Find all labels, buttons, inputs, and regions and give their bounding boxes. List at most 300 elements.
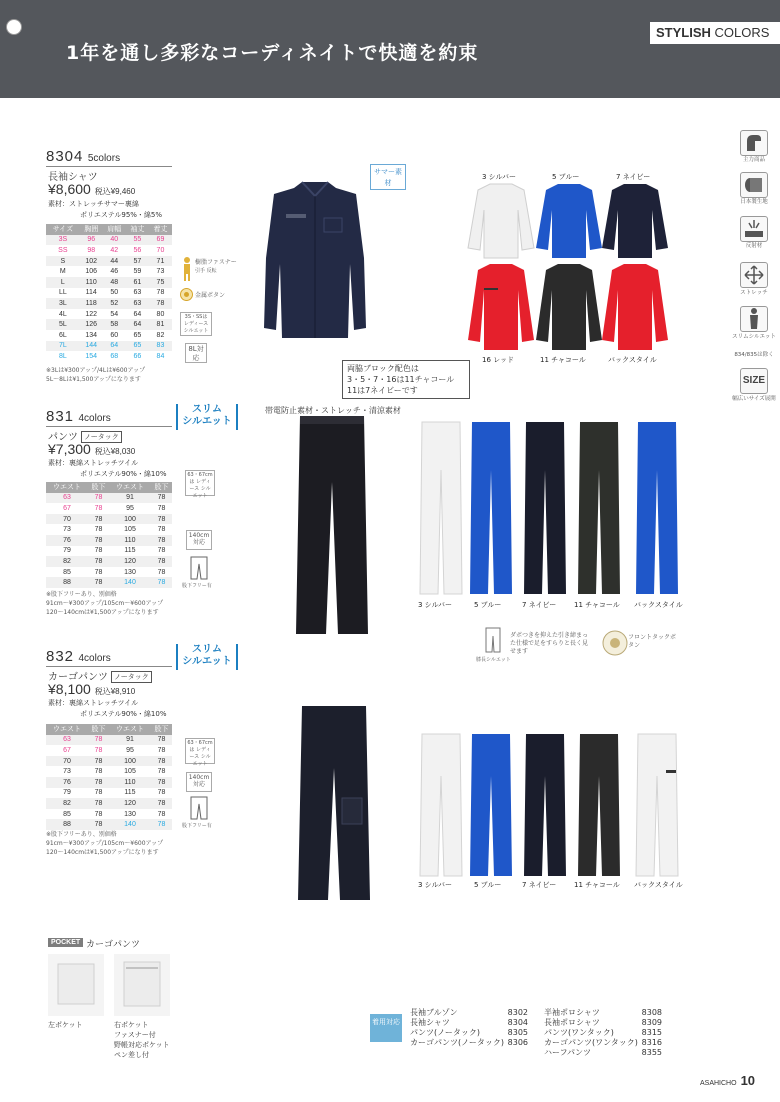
column-header: 股下	[151, 482, 172, 493]
price-value: ¥8,600	[48, 181, 91, 197]
table-cell: 73	[63, 768, 71, 776]
table-cell: 3L	[46, 298, 80, 309]
left-pocket-caption: 左ポケット	[48, 1021, 83, 1029]
table-cell: 63	[133, 289, 142, 297]
callout-line: 11は7ネイビーです	[347, 386, 418, 395]
left-pocket-photo	[48, 954, 104, 1016]
price-tax: 税込¥9,460	[94, 187, 136, 196]
table-cell: 71	[149, 256, 172, 267]
combo-item-number: 8302	[507, 1008, 528, 1017]
slim-silhouette-badge	[176, 644, 238, 670]
table-header-row	[46, 482, 172, 493]
table-cell: 44	[103, 256, 126, 267]
table-cell: 82	[156, 331, 165, 339]
color-label: 7 ネイビー	[522, 601, 557, 609]
side-icon-subcaption: 834/835は除く	[734, 352, 774, 358]
table-row	[46, 809, 172, 820]
column-header: 肩幅	[103, 224, 126, 235]
fabric-roll-icon	[740, 172, 768, 198]
inseam-icon	[188, 556, 210, 580]
table-cell: L	[46, 277, 80, 288]
max-size-badge: 8L対応	[185, 343, 207, 363]
table-cell: 66	[133, 352, 142, 360]
combo-item	[410, 1028, 528, 1038]
material	[48, 199, 162, 221]
table-row	[46, 577, 172, 588]
shirt-model-heading	[46, 148, 120, 166]
table-cell: 126	[80, 319, 103, 330]
table-cell: 7L	[46, 341, 80, 352]
table-cell: 54	[110, 310, 119, 318]
table-cell: 110	[109, 777, 151, 788]
divider	[46, 426, 172, 427]
table-cell: 114	[85, 289, 97, 297]
color-label: 11 チャコール	[540, 356, 586, 364]
column-header: ウエスト	[109, 482, 151, 493]
combo-item-number: 8304	[507, 1018, 528, 1027]
combo-item	[544, 1008, 662, 1018]
fastener-label	[195, 259, 237, 275]
table-row	[46, 745, 172, 756]
caption-line: 野帳対応ポケット	[114, 1041, 170, 1049]
combo-item-name: カーゴパンツ(ノータック)	[410, 1038, 505, 1047]
ladies-silhouette-badge: 63・67cmは レディース シルエット	[185, 738, 215, 764]
table-cell: 78	[157, 810, 166, 818]
color-label: 5 ブルー	[474, 881, 502, 889]
no-tuck-tag: ノータック	[111, 671, 152, 683]
table-cell: 70	[156, 246, 165, 254]
table-cell: 134	[85, 331, 98, 339]
combo-item-number: 8316	[641, 1038, 662, 1047]
size-icon: SIZE	[740, 368, 768, 394]
table-cell: 96	[80, 235, 103, 246]
table-row	[46, 735, 172, 746]
note-line: 5L～8Lは¥1,500アップになります	[46, 376, 141, 383]
table-row	[46, 766, 172, 777]
combo-item	[410, 1038, 528, 1048]
metal-button-label: 金属ボタン	[195, 292, 226, 299]
slim-text: シルエット	[182, 656, 232, 667]
table-row	[46, 524, 172, 535]
cargo-main-photo	[296, 702, 372, 902]
table-row	[46, 503, 172, 514]
color-label: 11 チャコール	[574, 881, 620, 889]
combo-item-name: 半袖ポロシャツ	[544, 1008, 600, 1017]
shirt-main-photo	[262, 178, 368, 348]
combo-item-name: 長袖ブルゾン	[410, 1008, 458, 1017]
page-header	[0, 0, 780, 98]
brand-name: ASAHICHO	[700, 1080, 737, 1087]
right-pocket-caption	[114, 1020, 170, 1060]
size-note	[46, 830, 163, 857]
column-header: ウエスト	[46, 724, 88, 735]
table-cell: 120	[109, 556, 151, 567]
table-cell: 78	[94, 810, 103, 818]
table-cell: 79	[63, 547, 71, 555]
size-note	[46, 366, 145, 384]
front-button-label: フロントタックボタン	[628, 634, 677, 649]
table-cell: 52	[103, 298, 126, 309]
table-row	[46, 319, 172, 330]
divider	[46, 666, 172, 667]
table-row	[46, 298, 172, 309]
combo-item-name: カーゴパンツ(ワンタック)	[544, 1038, 638, 1047]
table-cell: 73	[156, 268, 165, 276]
arm-flex-icon	[740, 130, 768, 156]
table-row	[46, 556, 172, 567]
inseam-free-label: 股下フリー有	[182, 583, 212, 589]
caption-line: ペン差し付	[114, 1051, 149, 1059]
table-cell: 76	[46, 777, 88, 788]
product-name: 長袖シャツ	[48, 172, 98, 183]
table-cell: 130	[124, 810, 136, 818]
table-row	[46, 277, 172, 288]
table-cell: 78	[157, 547, 166, 555]
page-title: 1年を通し多彩なコーディネイトで快適を約束	[66, 42, 479, 64]
table-cell: 67	[63, 504, 71, 512]
note-line: 120～140cmは¥1,500アップになります	[46, 849, 159, 856]
size-note	[46, 590, 163, 617]
summer-material-badge: サマー素材	[370, 164, 406, 190]
price	[48, 181, 135, 197]
table-cell: S	[46, 256, 80, 267]
feature-list: 帯電防止素材・ストレッチ・清涼素材	[265, 406, 401, 415]
table-cell: 5L	[46, 319, 80, 330]
combo-item	[544, 1028, 662, 1038]
shirt-back-photo	[600, 262, 670, 352]
table-cell: 56	[133, 246, 142, 254]
fastener-sub: 引手 反転	[195, 268, 217, 274]
table-cell: 63	[46, 493, 88, 504]
note-line: ※股下フリーあり、別価格	[46, 591, 117, 598]
table-cell: 91	[109, 493, 151, 504]
table-cell: M	[59, 268, 66, 276]
color-label: バックスタイル	[608, 356, 657, 364]
table-cell: 118	[80, 298, 103, 309]
table-cell: 68	[110, 352, 119, 360]
table-cell: 4L	[58, 310, 67, 318]
table-cell: 48	[103, 277, 126, 288]
table-cell: 78	[157, 789, 166, 797]
reflector-icon	[740, 216, 768, 242]
page-number: 10	[740, 1073, 756, 1088]
combo-item-number: 8355	[641, 1048, 662, 1057]
table-cell: 122	[85, 310, 98, 318]
table-cell: 64	[103, 341, 126, 352]
table-cell: 78	[94, 746, 103, 754]
table-cell: 78	[94, 789, 103, 797]
table-cell: 70	[46, 514, 88, 525]
color-count: 4colors	[78, 653, 111, 664]
note-line: ※股下フリーあり、別価格	[46, 831, 117, 838]
shirt-silver-photo	[466, 182, 536, 260]
knee-silhouette-label: 膝長シルエット	[476, 657, 511, 663]
table-cell: 105	[124, 768, 136, 776]
color-label: 16 レッド	[482, 356, 515, 364]
color-label: 3 シルバー	[482, 173, 517, 181]
combo-item-name: 長袖シャツ	[410, 1018, 450, 1027]
table-cell: 78	[88, 556, 109, 567]
color-label: 3 シルバー	[418, 881, 453, 889]
material-line: ポリエステル90%・綿10%	[80, 710, 167, 718]
button-icon	[180, 288, 193, 301]
max-size-badge: 140cm対応	[186, 530, 212, 550]
table-cell: 64	[126, 319, 149, 330]
pocket-badge: POCKET	[48, 938, 83, 947]
table-cell: 85	[63, 810, 71, 818]
table-cell: 78	[94, 526, 103, 534]
table-cell: 78	[151, 577, 172, 588]
pants-blue-photo	[468, 420, 514, 596]
slim-text: スリム	[192, 644, 222, 655]
pants-navy-photo	[522, 420, 568, 596]
table-cell: 78	[151, 493, 172, 504]
combo-badge: 着用対応	[370, 1014, 402, 1042]
table-cell: 85	[63, 568, 71, 576]
table-cell: 78	[94, 547, 103, 555]
table-cell: 78	[88, 798, 109, 809]
table-cell: 140	[109, 819, 151, 830]
table-cell: 78	[94, 568, 103, 576]
table-row	[46, 245, 172, 256]
price-value: ¥7,300	[48, 441, 91, 457]
shirt-red-photo	[466, 262, 536, 352]
column-header: 股下	[151, 724, 172, 735]
color-count: 4colors	[78, 413, 111, 424]
table-cell: 78	[88, 777, 109, 788]
pocket-title: カーゴパンツ	[86, 940, 141, 950]
slim-text: スリム	[192, 404, 222, 415]
table-cell: 78	[157, 746, 166, 754]
slim-text: シルエット	[182, 416, 232, 427]
table-cell: 57	[126, 256, 149, 267]
inseam-free-label: 股下フリー有	[182, 823, 212, 829]
color-label: バックスタイル	[634, 881, 683, 889]
table-cell: 76	[46, 535, 88, 546]
pants-silver-photo	[418, 420, 464, 596]
badge-rest-text: COLORS	[710, 25, 770, 40]
table-cell: 78	[151, 556, 172, 567]
table-cell: 42	[110, 246, 119, 254]
no-tuck-tag: ノータック	[81, 431, 122, 443]
note-line: 91cm～¥300アップ/105cm～¥600アップ	[46, 600, 164, 607]
price	[48, 441, 135, 457]
pants-main-photo	[294, 412, 370, 638]
material-line: 素材：裏綿ストレッチツイル	[48, 699, 139, 707]
column-header: ウエスト	[46, 482, 88, 493]
table-row	[46, 288, 172, 299]
table-cell: 78	[149, 298, 172, 309]
model-number: 831	[46, 408, 75, 425]
table-cell: 69	[149, 235, 172, 246]
table-row	[46, 819, 172, 830]
column-header: 袖丈	[126, 224, 149, 235]
combo-item-number: 8315	[641, 1028, 662, 1037]
pants-back-photo	[634, 420, 680, 596]
material	[48, 698, 167, 720]
cargo-navy-photo	[522, 732, 568, 878]
table-cell: 88	[46, 819, 88, 830]
product-name-text: カーゴパンツ	[48, 672, 108, 683]
table-cell: SS	[58, 246, 68, 254]
table-cell: 78	[157, 768, 166, 776]
color-label: 11 チャコール	[574, 601, 620, 609]
table-cell: 100	[109, 514, 151, 525]
table-row	[46, 798, 172, 809]
side-icon-caption: 幅広いサイズ展開	[732, 396, 776, 402]
tuck-note: ダボつきを抑えた引き締まった仕様で足をすらりと長く見せます	[510, 632, 589, 655]
side-icon-caption: 日本製生地	[740, 199, 768, 205]
table-cell: 6L	[58, 331, 67, 339]
table-cell: 78	[151, 735, 172, 746]
size-table	[46, 724, 172, 830]
slim-body-icon	[740, 306, 768, 332]
column-header: 胸囲	[80, 224, 103, 235]
color-label: 3 シルバー	[418, 601, 453, 609]
table-cell: 78	[151, 514, 172, 525]
table-cell: 140	[109, 577, 151, 588]
combo-item-name: ハーフパンツ	[544, 1048, 591, 1057]
stretch-arrows-icon	[740, 262, 768, 288]
table-row	[46, 777, 172, 788]
table-cell: 115	[124, 547, 136, 555]
table-cell: 78	[151, 819, 172, 830]
combo-item	[410, 1018, 528, 1028]
fastener-text: 樹脂ファスナー	[195, 259, 237, 266]
material-line: 素材：ストレッチサマー裏綿	[48, 200, 139, 208]
table-cell: 3S	[46, 235, 80, 246]
table-cell: 84	[156, 352, 165, 360]
column-header: 股下	[88, 482, 109, 493]
table-cell: 75	[149, 277, 172, 288]
table-cell: 58	[103, 319, 126, 330]
table-cell: 73	[63, 526, 71, 534]
table-cell: 55	[126, 235, 149, 246]
table-row	[46, 567, 172, 578]
callout-line: 両脇ブロック配色は	[347, 364, 419, 373]
table-cell: 105	[124, 526, 136, 534]
table-row	[46, 256, 172, 267]
table-row	[46, 546, 172, 557]
material-line: ポリエステル95%・綿5%	[80, 211, 163, 219]
table-cell: 91	[109, 735, 151, 746]
table-cell: 40	[103, 235, 126, 246]
table-row	[46, 235, 172, 246]
table-cell: 78	[88, 493, 109, 504]
ladies-silhouette-badge: 63・67cmは レディース シルエット	[185, 470, 215, 496]
cargo-charcoal-photo	[576, 732, 622, 878]
table-cell: 102	[80, 256, 103, 267]
table-cell: 110	[109, 535, 151, 546]
table-cell: 78	[157, 526, 166, 534]
color-label: 7 ネイビー	[616, 173, 651, 181]
price-tax: 税込¥8,910	[94, 687, 136, 696]
caption-line: ファスナー付	[114, 1031, 156, 1039]
table-cell: 88	[46, 577, 88, 588]
table-cell: 115	[124, 789, 136, 797]
combo-list-right	[544, 1008, 662, 1058]
table-row	[46, 493, 172, 504]
table-cell: 82	[46, 556, 88, 567]
table-cell: 78	[88, 735, 109, 746]
table-cell: 78	[151, 535, 172, 546]
callout-line: 3・5・7・16は11チャコール	[347, 375, 455, 384]
table-header-row	[46, 224, 172, 235]
table-cell: 78	[157, 568, 166, 576]
side-icon-caption: 反射材	[745, 243, 763, 249]
table-cell: 60	[110, 331, 119, 339]
slim-silhouette-badge	[176, 404, 238, 430]
table-cell: 79	[63, 789, 71, 797]
ladies-silhouette-badge: 3S・SSは レディース シルエット	[180, 312, 212, 336]
size-table	[46, 224, 172, 362]
shirt-blue-photo	[534, 182, 604, 260]
table-row	[46, 756, 172, 767]
table-cell: 78	[156, 289, 165, 297]
table-cell: 144	[80, 341, 103, 352]
table-cell: 78	[94, 768, 103, 776]
table-cell: 78	[94, 504, 103, 512]
table-cell: 8L	[58, 352, 67, 360]
price	[48, 681, 135, 697]
cargo-back-photo	[634, 732, 680, 878]
cargo-silver-photo	[418, 732, 464, 878]
right-pocket-photo	[114, 954, 170, 1016]
table-cell: 59	[133, 268, 142, 276]
table-row	[46, 330, 172, 341]
table-cell: 65	[133, 331, 142, 339]
model-number: 8304	[46, 148, 84, 165]
combo-item-name: 長袖ポロシャツ	[544, 1018, 600, 1027]
table-row	[46, 266, 172, 277]
material-line: 素材：裏綿ストレッチツイル	[48, 459, 139, 467]
table-cell: 154	[85, 352, 98, 360]
table-row	[46, 788, 172, 799]
price-tax: 税込¥8,030	[94, 447, 136, 456]
table-cell: 98	[87, 246, 96, 254]
combo-item-number: 8309	[641, 1018, 662, 1027]
page-footer	[700, 1073, 755, 1088]
combo-item-name: パンツ(ノータック)	[410, 1028, 481, 1037]
price-value: ¥8,100	[48, 681, 91, 697]
note-line: 91cm～¥300アップ/105cm～¥600アップ	[46, 840, 164, 847]
combo-item-number: 8308	[641, 1008, 662, 1017]
combo-list-left	[410, 1008, 528, 1048]
side-icon-caption: ストレッチ	[740, 290, 768, 296]
table-cell: 78	[151, 756, 172, 767]
front-button-icon	[602, 630, 628, 656]
table-cell: 65	[126, 341, 149, 352]
color-count: 5colors	[87, 153, 121, 164]
note-line: ※3Lは¥300アップ/4Lは¥600アップ	[46, 367, 146, 374]
table-cell: 61	[126, 277, 149, 288]
column-header: 着丈	[149, 224, 172, 235]
combo-item	[410, 1008, 528, 1018]
shirt-navy-photo	[600, 182, 670, 260]
divider	[46, 166, 172, 167]
color-label: 5 ブルー	[474, 601, 502, 609]
table-cell: 106	[85, 268, 98, 276]
size-table	[46, 482, 172, 588]
table-cell: 78	[157, 504, 166, 512]
table-cell: 78	[88, 819, 109, 830]
table-cell: 78	[88, 514, 109, 525]
table-cell: 95	[126, 746, 134, 754]
product-name-text: パンツ	[48, 432, 78, 443]
table-cell: 70	[46, 756, 88, 767]
model-number: 832	[46, 648, 75, 665]
combo-item-number: 8305	[507, 1028, 528, 1037]
